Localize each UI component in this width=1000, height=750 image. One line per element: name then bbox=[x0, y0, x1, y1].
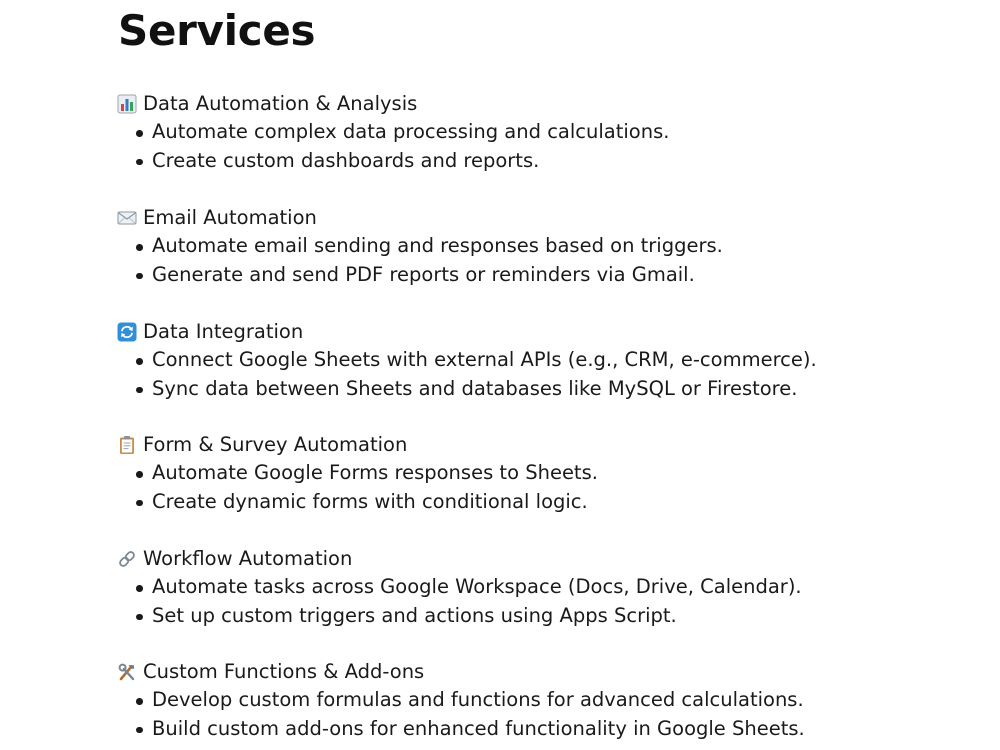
bullet-dot bbox=[136, 585, 143, 592]
bullet-list bbox=[117, 573, 977, 630]
list-item bbox=[117, 261, 977, 290]
service-section-data-integration bbox=[117, 318, 977, 403]
bullet-dot bbox=[136, 614, 143, 621]
list-item-text: Automate Google Forms responses to Sheets. bbox=[152, 461, 598, 484]
bullet-dot bbox=[136, 387, 143, 394]
bullet-dot bbox=[136, 698, 143, 705]
bullet-dot bbox=[136, 727, 143, 734]
section-title: Custom Functions & Add-ons bbox=[143, 660, 425, 683]
section-title: Data Integration bbox=[143, 320, 304, 343]
list-item bbox=[117, 602, 977, 631]
list-item-text: Automate tasks across Google Workspace (Docs, Drive, Calendar). bbox=[152, 575, 802, 598]
section-header bbox=[117, 658, 977, 686]
list-item bbox=[117, 375, 977, 404]
bullet-dot bbox=[136, 273, 143, 280]
bullet-dot bbox=[136, 159, 143, 166]
bullet-dot bbox=[136, 130, 143, 137]
list-item bbox=[117, 346, 977, 375]
bullet-list bbox=[117, 346, 977, 403]
bullet-dot bbox=[136, 500, 143, 507]
bullet-dot bbox=[136, 244, 143, 251]
section-title: Workflow Automation bbox=[143, 547, 353, 570]
service-section-form-survey bbox=[117, 431, 977, 516]
list-item-text: Set up custom triggers and actions using Apps Script. bbox=[152, 603, 677, 627]
list-item bbox=[117, 232, 977, 261]
bullet-list bbox=[117, 118, 977, 175]
list-item bbox=[117, 686, 977, 715]
sync-icon bbox=[117, 322, 137, 342]
list-item bbox=[117, 715, 977, 744]
list-item-text: Create custom dashboards and reports. bbox=[152, 148, 540, 172]
list-item-text: Automate complex data processing and calculations. bbox=[152, 120, 670, 143]
list-item-text: Connect Google Sheets with external APIs (e.g., CRM, e-commerce). bbox=[152, 348, 817, 371]
list-item bbox=[117, 118, 977, 147]
list-item-text: Generate and send PDF reports or reminders via Gmail. bbox=[152, 262, 695, 286]
list-item-text: Build custom add-ons for enhanced functionality in Google Sheets. bbox=[152, 716, 805, 740]
section-title: Form & Survey Automation bbox=[143, 433, 408, 456]
section-title: Data Automation & Analysis bbox=[143, 92, 418, 115]
clipboard-icon bbox=[117, 435, 137, 455]
section-header bbox=[117, 431, 977, 459]
section-header bbox=[117, 204, 977, 232]
list-item-text: Automate email sending and responses based on triggers. bbox=[152, 234, 723, 257]
section-title: Email Automation bbox=[143, 206, 317, 229]
list-item-text: Develop custom formulas and functions for advanced calculations. bbox=[152, 688, 804, 711]
service-section-email-automation bbox=[117, 204, 977, 289]
section-header bbox=[117, 90, 977, 118]
service-section-custom-functions bbox=[117, 658, 977, 743]
bullet-dot bbox=[136, 471, 143, 478]
list-item-text: Sync data between Sheets and databases like MySQL or Firestore. bbox=[152, 376, 798, 400]
list-item bbox=[117, 459, 977, 488]
tools-icon bbox=[117, 662, 137, 682]
service-section-data-automation bbox=[117, 90, 977, 175]
bullet-list bbox=[117, 232, 977, 289]
bullet-list bbox=[117, 686, 977, 743]
section-header bbox=[117, 545, 977, 573]
bar-chart-icon bbox=[117, 94, 137, 114]
list-item bbox=[117, 147, 977, 176]
list-item-text: Create dynamic forms with conditional logic. bbox=[152, 489, 588, 513]
bullet-dot bbox=[136, 358, 143, 365]
section-header bbox=[117, 318, 977, 346]
list-item bbox=[117, 573, 977, 602]
service-section-workflow bbox=[117, 545, 977, 630]
bullet-list bbox=[117, 459, 977, 516]
list-item bbox=[117, 488, 977, 517]
link-icon bbox=[117, 549, 137, 569]
envelope-icon bbox=[117, 208, 137, 228]
page-title: Services bbox=[118, 6, 316, 55]
